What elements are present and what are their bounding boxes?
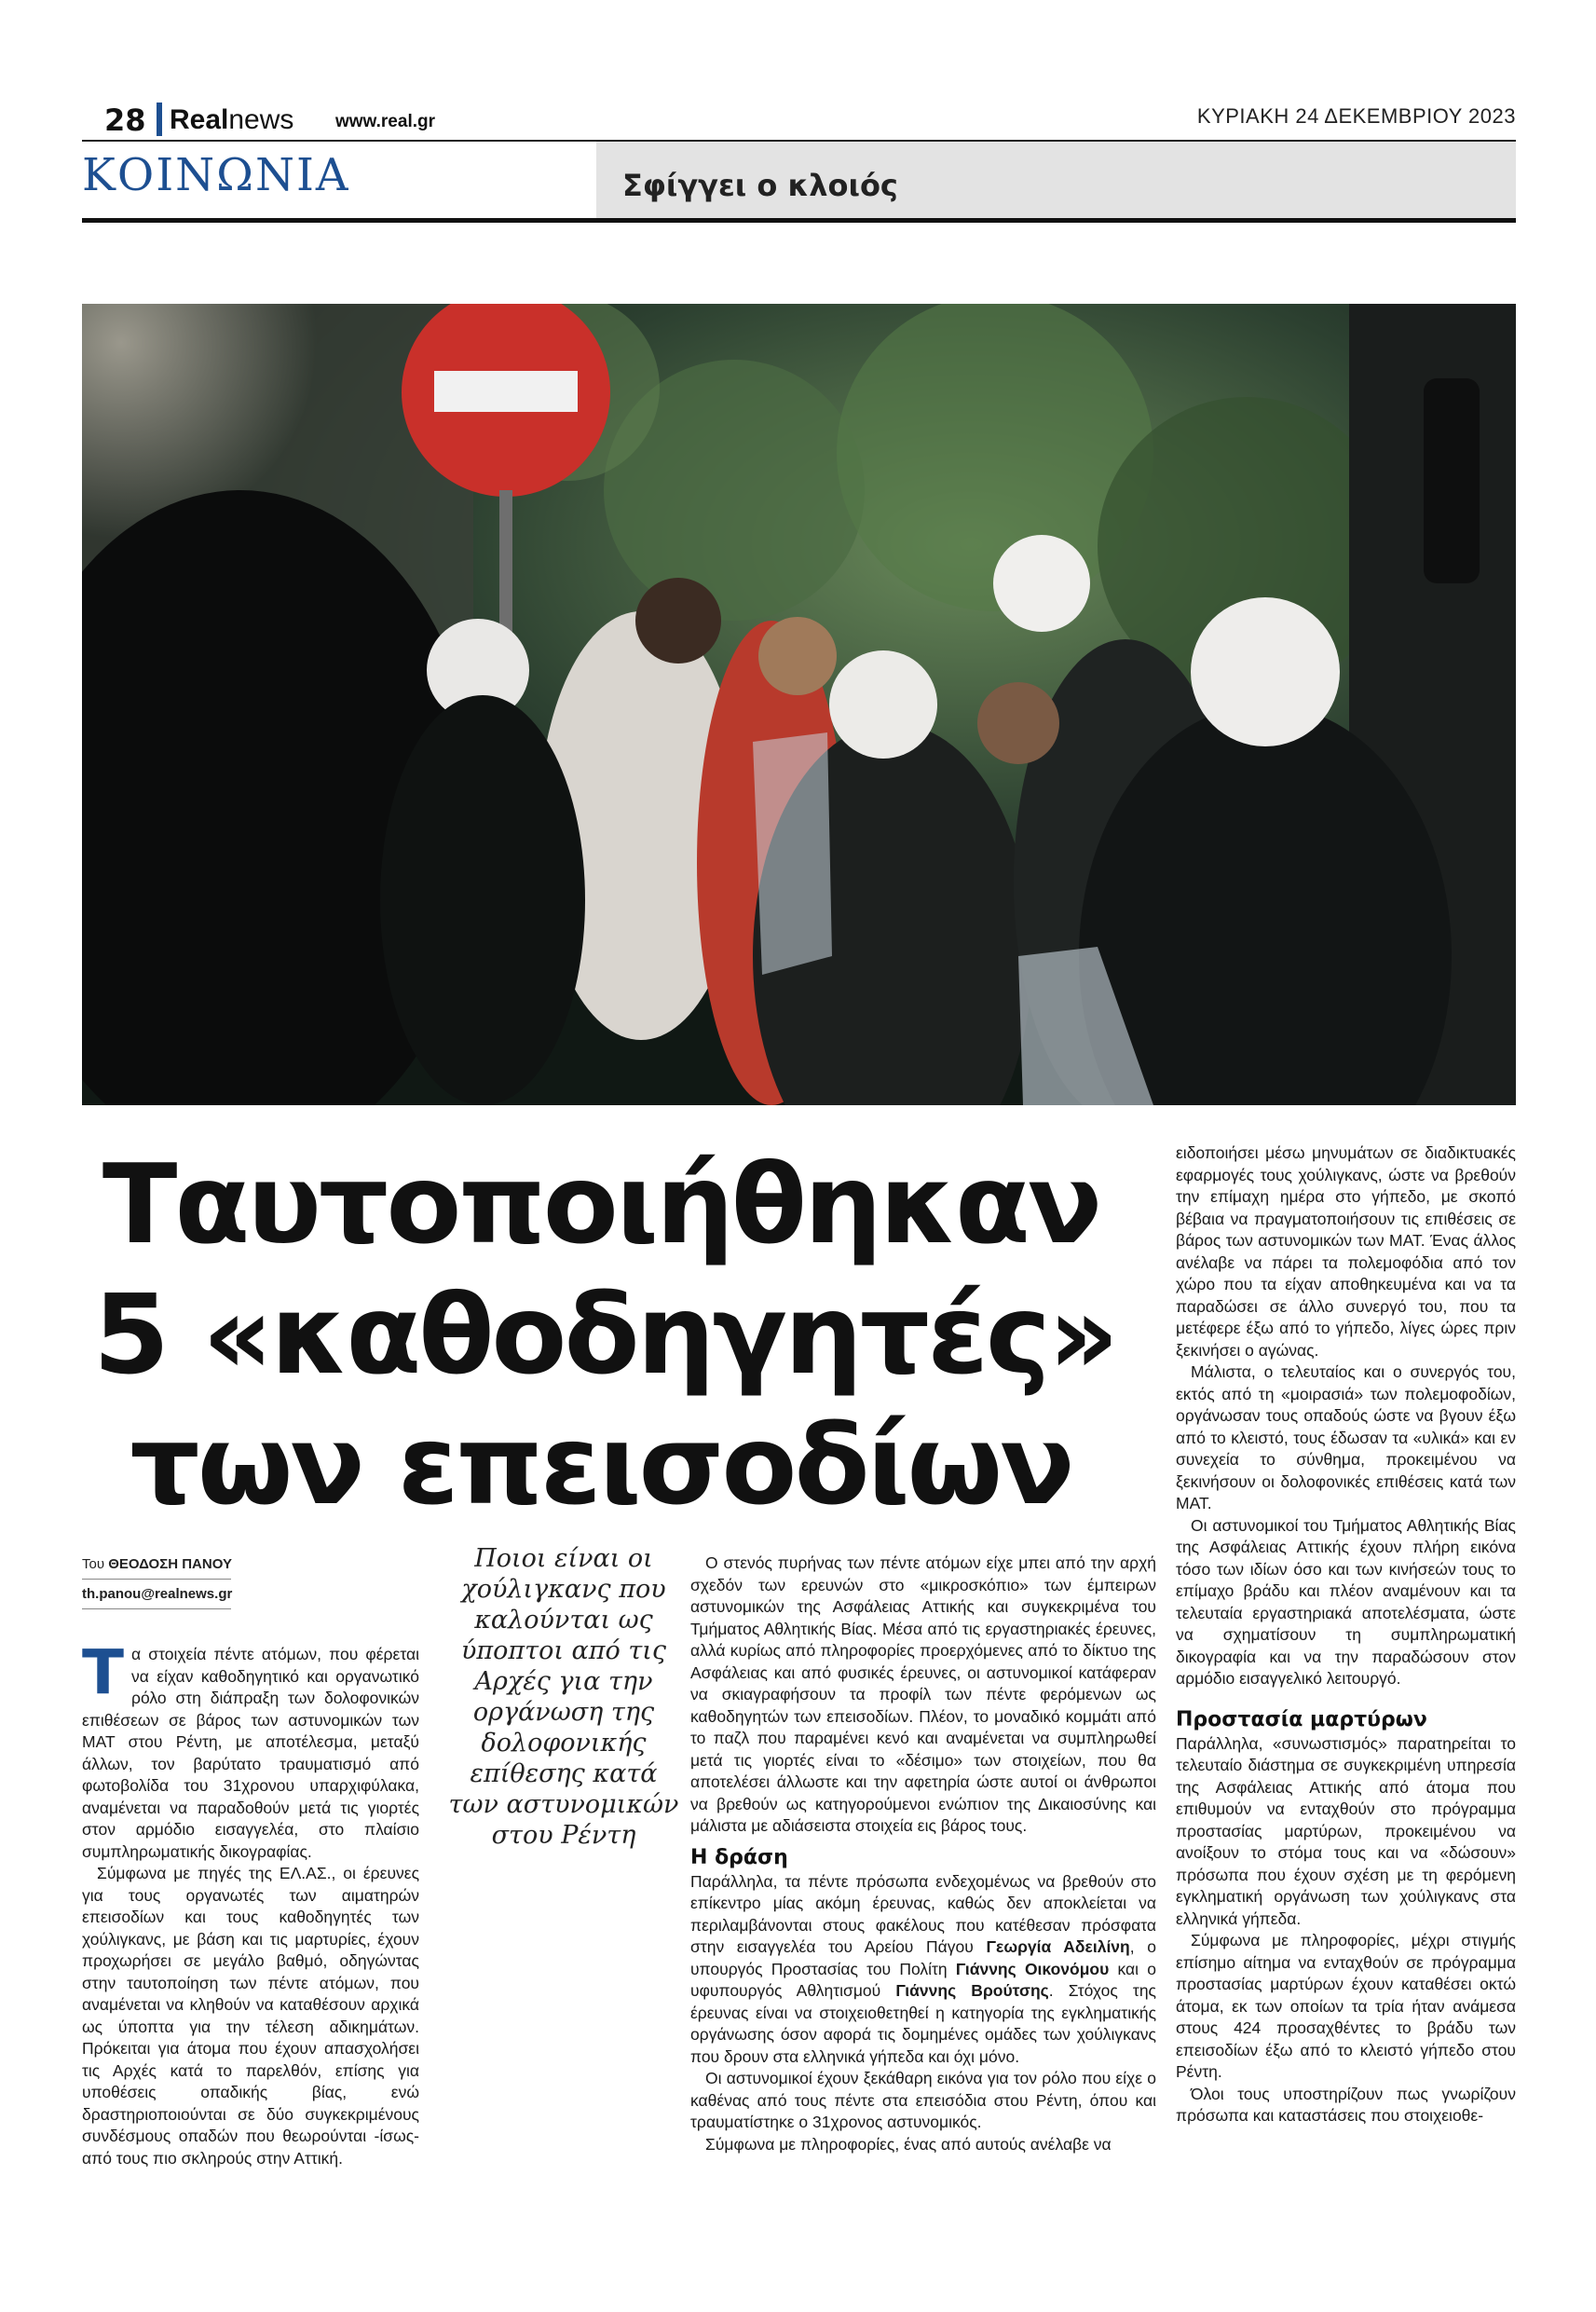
byline-rule	[82, 1579, 231, 1580]
page-number: 28	[104, 103, 146, 138]
topic-title: Σφίγγει ο κλοιός	[622, 168, 898, 203]
article-column-2	[690, 1553, 1156, 2155]
photo-riot-police-icon	[82, 304, 1516, 1105]
headline-line-2: 5 «καθοδηγητές»	[93, 1270, 1117, 1399]
paragraph: ειδοποιήσει μέσω μηνυμάτων σε διαδικτυακές εφαρμογές τους χούλιγκανς, ώστε να βρεθούν την επίμαχη ημέρα στο γήπεδο, με σκοπό βέβαια να πραγματοποιήσουν τις επιθέσεις σε βάρος των αστυνομικών των ΜΑΤ. Ένας άλλος ανέλαβε να πάρει τα πολεμοφόδια από τον χώρο που τα είχαν αποθηκευμένα και να τα παραδώσει σε άλλο συνεργό του, που τα μετέφερε έξω από το γήπεδο, λίγες ώρες πριν ξεκινήσει ο αγώνας.	[1176, 1143, 1516, 1360]
website: www.real.gr	[335, 112, 435, 131]
paragraph	[690, 1871, 1156, 2069]
article-column-3	[1176, 1142, 1516, 2127]
article-column-1	[82, 1636, 419, 2169]
person-name: Γιάννης Οικονόμου	[955, 1959, 1110, 1978]
headline-line-3: των επεισοδίων	[130, 1401, 1072, 1529]
byline-rule	[82, 1608, 231, 1609]
paragraph: Ο στενός πυρήνας των πέντε ατόμων είχε μπει από την αρχή σχεδόν των ερευνών στο «μικροσκόπιο» των έμπειρων αστυνομικών της Ασφάλειας Αττικής και συγκεκριμένα του Τμήματος Αθλητικής Βίας. Μέσα από τις εργαστηριακές έρευνες, αλλά κυρίως από πληροφορίες προερχόμενες από το δίκτυο της Ασφάλειας και από φυσικές έρευνες, οι αστυνομικοί κατάφεραν να σκιαγραφήσουν τα προφίλ των πέντε φερόμενων ως καθοδηγητών των επεισοδίων. Πλέον, το μοναδικό κομμάτι από το παζλ που παραμένει κενό και αναμένεται να συμπληρωθεί μετά τις γιορτές είναι το «δέσιμο» των στοιχείων, που θα αποτελέσει άλλωστε και την αφετηρία ώστε αυτοί οι άνθρωποι να βρεθούν ως κατηγορούμενοι ενώπιον της Δικαιοσύνης και μάλιστα με αδιάσειστα στοιχεία εις βάρος τους.	[690, 1553, 1156, 1835]
headline-line-1: Ταυτοποιήθηκαν	[102, 1140, 1100, 1268]
paragraph-text: Παράλληλα, τα πέντε πρόσωπα ενδεχομένως να βρεθούν στο επίκεντρο μίας ακόμη έρευνας, καθώς δεν αποκλείεται να περιλαμβάνονται στους φακέλους που κατέθεσαν πρόσφατα στην εισαγγελέα του Αρείου Πάγου	[690, 1871, 1156, 1956]
brand-logo	[170, 104, 293, 136]
subheading-martyres: Προστασία μαρτύρων	[1176, 1707, 1427, 1731]
byline-author: ΘΕΟΔΟΣΗ ΠΑΝΟΥ	[108, 1556, 232, 1572]
byline-email[interactable]: th.panou@realnews.gr	[82, 1586, 233, 1602]
paragraph-text: . Στόχος της έρευνας είναι να στοιχειοθετηθεί η κατηγορία της εγκληματικής οργάνωσης όσον αφορά τις δομημένες ομάδες των χούλιγκανς που δρουν στα ελληνικά γήπεδα και όχι μόνο.	[690, 1981, 1156, 2066]
byline-prefix: Του	[82, 1556, 105, 1572]
paragraph: Σύμφωνα με πληροφορίες, μέχρι στιγμής επίσημο αίτημα να ενταχθούν σε πρόγραμμα προστασίας μαρτύρων έχουν καταθέσει οκτώ άτομα, εκ των οποίων τα τρία ήταν ανάμεσα στους 424 προσαχθέντες το βράδυ των επεισοδίων έξω από το κλειστό γήπεδο στου Ρέντη.	[1176, 1931, 1516, 2081]
paragraph: Σύμφωνα με πηγές της ΕΛ.ΑΣ., οι έρευνες για τους οργανωτές των αιματηρών επεισοδίων και τους καθοδηγητές των χούλιγκανς, με βάση και τις μαρτυρίες, έχουν προχωρήσει σε μεγάλο βαθμό, οδηγώντας στην ταυτοποίηση των πέντε ατόμων, που αναμένεται να κληθούν να καταθέσουν αρχικά ως ύποπτα για την τέλεση αδικημάτων. Πρόκειται για άτομα που έχουν απασχολήσει τις Αρχές κατά το παρελθόν, επίσης για υποθέσεις οπαδικής βίας, ενώ δραστηριοποιούνται σε δύο συγκεκριμένους συνδέσμους οπαδών που θεωρούνται -ίσως- από τους πιο σκληρούς στην Αττική.	[82, 1864, 419, 2168]
header-divider	[157, 103, 162, 136]
subheading-drasi: Η δράση	[690, 1845, 788, 1869]
person-name: Γεωργία Αδειλίνη	[986, 1937, 1130, 1956]
paragraph: Οι αστυνομικοί έχουν ξεκάθαρη εικόνα για τον ρόλο που είχε ο καθένας από τους πέντε στα επεισόδια στου Ρέντη, όπου και τραυματίστηκε ο 31χρονος αστυνομικός.	[690, 2069, 1156, 2131]
section-rule	[82, 218, 1516, 223]
person-name: Γιάννης Βρούτσης	[895, 1981, 1049, 2000]
paragraph: Οι αστυνομικοί του Τμήματος Αθλητικής Βίας της Ασφάλειας Αττικής έχουν πλήρη εικόνα τόσο των ιδίων όσο και των κινήσεών τους το επίμαχο βράδυ και πλέον αναμένουν και τα τελευταία εργαστηριακά αποτελέσματα, ώστε να σχηματίσουν τη συμπληρωματική δικογραφία και να την παραδώσουν στον αρμόδιο εισαγγελικό λειτουργό.	[1176, 1515, 1516, 1688]
brand-real: Real	[170, 104, 229, 135]
pull-quote: Ποιοι είναι οι χούλιγκανς που καλούνται ως ύποπτοι από τις Αρχές για την οργάνωση της δολοφονικής επίθεσης κατά των αστυνομικών στου Ρέντη	[448, 1544, 679, 1850]
paragraph: Σύμφωνα με πληροφορίες, ένας από αυτούς ανέλαβε να	[705, 2134, 1112, 2154]
paragraph: Παράλληλα, «συνωστισμός» παρατηρείται το τελευταίο διάστημα σε συγκεκριμένη υπηρεσία της Ασφάλειας Αττικής από άτομα που επιθυμούν να ενταχθούν στο πρόγραμμα προστασίας μαρτύρων, προκειμένου να ανοίξουν το στόμα τους και να «δώσουν» πρόσωπα που έχουν σχέση με τη φερόμενη εγκληματική οργάνωση των χούλιγκανς στα ελληνικά γήπεδα.	[1176, 1733, 1516, 1928]
paragraph	[82, 1636, 419, 1863]
paragraph: Μάλιστα, ο τελευταίος και ο συνεργός του, εκτός από τη «μοιρασιά» των πολεμοφοδίων, οργάνωσαν τους οπαδούς ώστε να βγουν έξω από το κλειστό, τους έδωσαν τα «υλικά» και εν συνεχεία το σύνθημα, προκειμένου να ξεκινήσουν οι δολοφονικές επιθέσεις κατά των ΜΑΤ.	[1176, 1362, 1516, 1512]
main-photo	[82, 304, 1516, 1105]
headline	[93, 1139, 1117, 1530]
section-title: ΚΟΙΝΩΝΙΑ	[82, 149, 350, 201]
issue-date: ΚΥΡΙΑΚΗ 24 ΔΕΚΕΜΒΡΙΟΥ 2023	[1196, 104, 1516, 128]
brand-news: news	[228, 104, 294, 135]
paragraph-text: και ο υφυπουργός Αθλητισμού	[690, 1959, 1157, 2000]
paragraph: Όλοι τους υποστηρίζουν πως γνωρίζουν πρόσωπα και καταστάσεις που στοιχειοθε-	[1176, 2084, 1516, 2125]
byline	[82, 1556, 232, 1572]
paragraph-text: α στοιχεία πέντε ατόμων, που φέρεται να είχαν καθοδηγητικό και οργανωτικό ρόλο στη διάπραξη των δολοφονικών επιθέσεων σε βάρος των αστυνομικών των ΜΑΤ στου Ρέντη, με αποτέλεσμα, μεταξύ άλλων, τον βαρύτατο τραυματισμό από φωτοβολίδα του 31χρονου υπαρχιφύλακα, αναμένεται να παραδοθούν μετά τις γιορτές στον αρμόδιο εισαγγελέα, στο πλαίσιο συμπληρωματικής δικογραφίας.	[82, 1645, 419, 1861]
drop-cap: Τ	[82, 1636, 125, 1708]
paragraph-text: , ο υπουργός Προστασίας του Πολίτη	[690, 1937, 1156, 1978]
